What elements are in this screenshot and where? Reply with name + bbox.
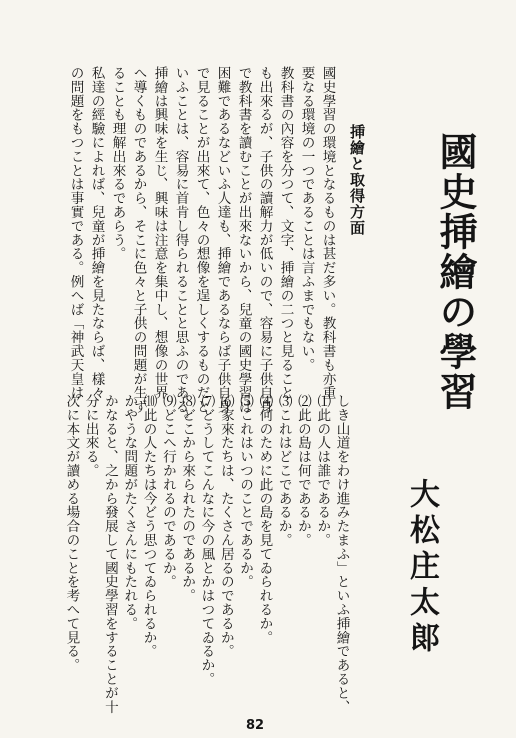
text-column: ることも理解出來るであらう。: [109, 66, 126, 261]
text-column: ⑶これはどこであるか。: [275, 394, 292, 547]
text-column: 要なる環境の一つであることは言ふまでもない。: [298, 66, 315, 372]
author-name: 大松庄太郞: [404, 478, 439, 658]
text-column: ⑴此の人は誰であるか。: [314, 394, 331, 547]
page-number: 82: [246, 718, 265, 733]
text-column: へ導くものであるから、そこに色々と子供の問題が生ず: [130, 66, 147, 414]
text-column: いふことは、容易に首肯し得られることと思ふのである。: [172, 66, 189, 428]
text-column: かなると、之から發展して國史學習をすることが十: [101, 394, 118, 714]
text-column: ⑻どこから來られたのであるか。: [179, 394, 196, 603]
text-column: ⑽此の人たちは今どう思つてゐられるか。: [140, 394, 157, 659]
text-column: の問題をもつことは事實である。例へば「神武天皇は: [67, 66, 84, 400]
text-column: 次に本文が讀める場合のことを考へて見る。: [63, 394, 80, 672]
text-column: 私達の經驗によれば、兒童が挿繪を見たならば、樣々: [88, 66, 105, 400]
text-column: ⑼どこへ行かれるのであるか。: [159, 394, 176, 589]
text-column: 挿繪は興味を生じ、興味は注意を集中し、想像の世界: [151, 66, 168, 400]
text-column: 教科書の內容を分つて、文字、挿繪の二つと見ること: [277, 66, 294, 400]
section-heading: 挿繪と取得方面: [348, 124, 366, 236]
text-column: ⑹家來たちは、たくさん居るのであるか。: [217, 394, 234, 659]
text-column: しき山道をわけ進みたまふ」といふ挿繪であると、: [333, 394, 350, 714]
text-column: ⑷何のために此の島を見てゐられるか。: [256, 394, 273, 645]
text-column: で見ることが出來て、色々の想像を逞しくするものだと: [193, 66, 210, 414]
text-column: ⑺どうしてこんなに今の風とかはつてゐるか。: [198, 394, 215, 686]
text-column: も出來るが、子供の讀解力が低いので、容易に子供自身: [256, 66, 273, 414]
text-column: で教科書を讀むことが出來ないから、兒童の國史學習は: [235, 66, 252, 414]
article-title: 國史挿繪の學習: [433, 132, 478, 412]
text-column: ⑸これはいつのことであるか。: [237, 394, 254, 589]
text-column: 國史學習の環境となるものは甚だ多い。教科書も亦重: [319, 66, 336, 400]
text-column: かやうな問題がたくさんにもたれる。: [121, 394, 138, 631]
text-column: 困難であるなどいふ人達も、挿繪であるならば子供自身: [214, 66, 231, 414]
text-column: 分に出來る。: [82, 394, 99, 478]
text-column: ⑵此の島は何であるか。: [294, 394, 311, 547]
